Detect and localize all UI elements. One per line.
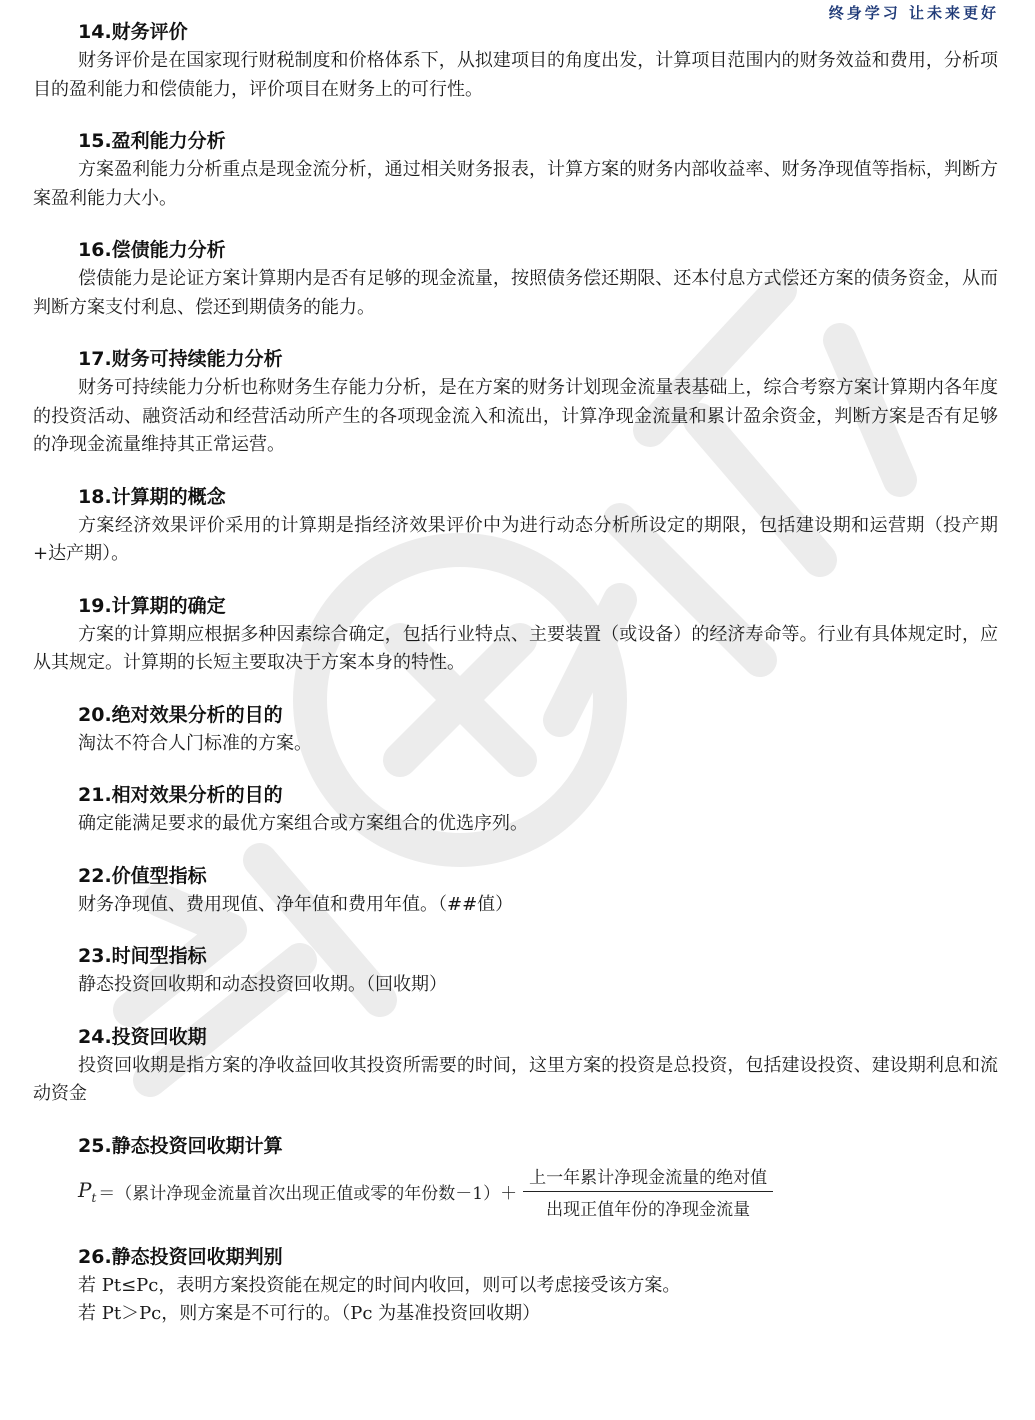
section-heading: 26.静态投资回收期判别 (78, 1245, 283, 1268)
payback-formula (78, 1163, 998, 1220)
formula-term: （累计净现金流量首次出现正值或零的年份数－1）＋ (115, 1183, 518, 1204)
section-paragraph: 确定能满足要求的最优方案组合或方案组合的优选序列。 (78, 813, 528, 834)
section-paragraph: 若 Pt＞Pc，则方案是不可行的。（Pc 为基准投资回收期） (78, 1303, 541, 1324)
section-heading: 25.静态投资回收期计算 (78, 1134, 283, 1157)
section (33, 701, 998, 759)
section (33, 592, 998, 678)
formula-subscript: t (91, 1190, 97, 1205)
section (33, 1023, 998, 1109)
section-heading: 17.财务可持续能力分析 (78, 348, 283, 370)
section-heading: 16.偿债能力分析 (78, 239, 226, 261)
section-paragraph: 偿债能力是论证方案计算期内是否有足够的现金流量，按照债务偿还期限、还本付息方式偿还方案的债务资金，从而判断方案支付利息、偿还到期债务的能力。 (33, 268, 998, 318)
section-paragraph: 方案的计算期应根据多种因素综合确定，包括行业特点、主要装置（或设备）的经济寿命等。行业有具体规定时，应从其规定。计算期的长短主要取决于方案本身的特性。 (33, 623, 998, 673)
section-paragraph: 财务净现值、费用现值、净年值和费用年值。（##值） (78, 893, 514, 915)
section (33, 236, 998, 322)
section-heading: 21.相对效果分析的目的 (78, 784, 283, 806)
section-paragraph: 静态投资回收期和动态投资回收期。（回收期） (78, 974, 447, 995)
formula-fraction (523, 1163, 773, 1220)
section-heading: 15.盈利能力分析 (78, 130, 226, 152)
section-heading: 19.计算期的确定 (78, 594, 226, 617)
section-heading: 20.绝对效果分析的目的 (78, 703, 283, 726)
section (33, 942, 998, 1000)
section (33, 18, 998, 104)
formula-lhs (78, 1178, 96, 1205)
fraction-numerator: 上一年累计净现金流量的绝对值 (523, 1163, 773, 1192)
section (33, 781, 998, 839)
section-paragraph: 财务可持续能力分析也称财务生存能力分析，是在方案的财务计划现金流量表基础上，综合考察方案计算期内各年度的投资活动、融资活动和经营活动所产生的各项现金流入和流出，计算净现金流量和累计盈余资金，判断方案是否有足够的净现金流量维持其正常运营。 (33, 377, 998, 455)
section (33, 862, 998, 920)
section (33, 1243, 998, 1329)
section-paragraph: 淘汰不符合人门标准的方案。 (78, 732, 312, 754)
section-paragraph: 若 Pt≤Pc，表明方案投资能在规定的时间内收回，则可以考虑接受该方案。 (78, 1274, 681, 1296)
header-slogan: 终身学习 让未来更好 (828, 4, 999, 22)
section (33, 345, 998, 460)
section-paragraph: 财务评价是在国家现行财税制度和价格体系下，从拟建项目的角度出发，计算项目范围内的财务效益和费用，分析项目的盈利能力和偿债能力，评价项目在财务上的可行性。 (33, 50, 998, 100)
section (33, 483, 998, 569)
formula-equals: ＝ (98, 1183, 116, 1204)
formula-section (33, 1132, 998, 1220)
section-heading: 23.时间型指标 (78, 945, 207, 967)
section-paragraph: 方案经济效果评价采用的计算期是指经济效果评价中为进行动态分析所设定的期限，包括建设期和运营期（投产期+达产期）。 (33, 514, 998, 564)
section-paragraph: 投资回收期是指方案的净收益回收其投资所需要的时间，这里方案的投资是总投资，包括建设投资、建设期利息和流动资金 (33, 1054, 998, 1104)
section-paragraph: 方案盈利能力分析重点是现金流分析，通过相关财务报表，计算方案的财务内部收益率、财务净现值等指标，判断方案盈利能力大小。 (33, 159, 998, 209)
section-heading: 24.投资回收期 (78, 1025, 207, 1048)
section-heading: 18.计算期的概念 (78, 485, 226, 508)
formula-symbol: P (78, 1177, 92, 1202)
section-heading: 14.财务评价 (78, 21, 188, 43)
section-heading: 22.价值型指标 (78, 864, 207, 887)
section (33, 127, 998, 213)
document-body (33, 18, 998, 1352)
fraction-denominator: 出现正值年份的净现金流量 (546, 1199, 751, 1220)
